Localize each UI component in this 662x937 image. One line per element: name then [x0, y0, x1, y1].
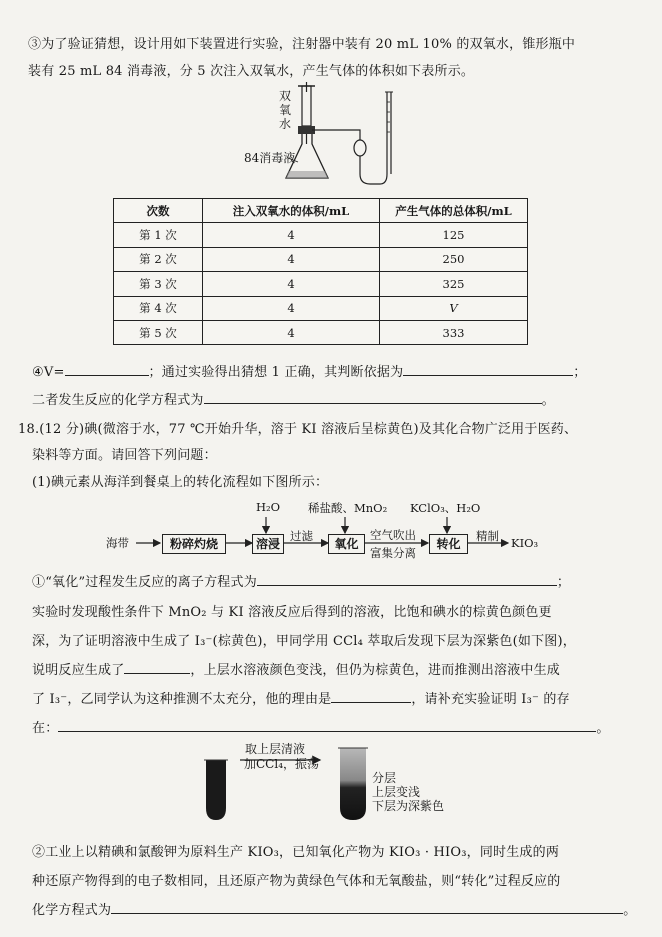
q4-line-2: [32, 389, 555, 408]
q4-line-1: [32, 361, 587, 380]
conversion-line3-end: 。: [623, 903, 637, 918]
equation-answer-blank[interactable]: [204, 390, 542, 404]
q18-line-1: 18.(12 分)碘(微溶于水，77 ℃开始升华，溶于 KI 溶液后呈棕黄色)及其化合物广泛用于医药、: [18, 422, 578, 437]
syringe-label-2: 氧: [279, 103, 292, 117]
conversion-equation-blank[interactable]: [111, 900, 623, 914]
q4-middle: ；通过实验得出猜想 1 正确，其判断依据为: [148, 365, 404, 380]
conversion-line3-text: 化学方程式为: [32, 903, 112, 918]
table-row: [114, 272, 528, 296]
table-row: [114, 247, 528, 271]
table-cell: 第 4 次: [114, 296, 203, 320]
q18-sub1: (1)碘元素从海洋到餐桌上的转化流程如下图所示：: [32, 475, 329, 490]
gas-volume-table: [113, 198, 528, 345]
reason-answer-blank[interactable]: [331, 689, 411, 703]
oxidation-q1-end: ；: [556, 575, 571, 590]
table-cell: 4: [203, 320, 380, 344]
oxidation-line-5: [32, 688, 570, 707]
q4-line2-end: 。: [541, 393, 555, 408]
flow-box-convert: 转化: [429, 534, 468, 554]
table-cell: 4: [203, 223, 380, 247]
flow-box-leach: 溶浸: [252, 534, 284, 554]
v-answer-blank[interactable]: [65, 362, 149, 376]
product-answer-blank[interactable]: [124, 660, 190, 674]
flow-refine-label: 精制: [476, 529, 499, 543]
syringe-label-3: 水: [279, 117, 292, 131]
tube-result-3: 下层为深紫色: [372, 799, 445, 813]
ionic-equation-blank[interactable]: [257, 572, 557, 586]
syringe-label-1: 双: [279, 89, 292, 103]
tube-result-2: 上层变浅: [372, 785, 421, 799]
table-cell: 325: [380, 272, 528, 296]
table-cell: 4: [203, 247, 380, 271]
intro-line-2: 装有 25 mL 84 消毒液，分 5 次注入双氧水，产生气体的体积如下表所示。: [28, 64, 475, 79]
flask-label: 84消毒液: [244, 151, 296, 165]
oxidation-line-4: [32, 659, 560, 678]
table-cell: V: [380, 296, 528, 320]
apparatus-diagram: [240, 82, 420, 192]
table-cell: 第 2 次: [114, 247, 203, 271]
flow-box2-reagent: H₂O: [256, 500, 281, 514]
table-row: [114, 223, 528, 247]
q4-line2-text: 二者发生反应的化学方程式为: [32, 393, 204, 408]
table-cell: 125: [380, 223, 528, 247]
basis-answer-blank[interactable]: [403, 362, 573, 376]
table-cell: 4: [203, 296, 380, 320]
tube-arrow-bottom-label: 加CCl₄，振荡: [244, 757, 320, 771]
oxidation-line6-end: 。: [596, 721, 610, 736]
table-row: [114, 296, 528, 320]
tube-arrow-top-label: 取上层清液: [245, 742, 306, 756]
oxidation-line6-text: 在：: [32, 721, 59, 736]
oxidation-q1-text: ①“氧化”过程发生反应的离子方程式为: [32, 575, 257, 590]
table-header: 次数: [114, 199, 203, 223]
table-header: 注入双氧水的体积/mL: [203, 199, 380, 223]
flow-box-crush: 粉碎灼烧: [162, 534, 226, 554]
oxidation-line-2: 实验时发现酸性条件下 MnO₂ 与 KI 溶液反应后得到的溶液，比饱和碘水的棕黄色颜色更: [32, 605, 552, 620]
oxidation-line5-a: 了 I₃⁻，乙同学认为这种推测不太充分，他的理由是: [32, 692, 332, 707]
table-cell: 第 3 次: [114, 272, 203, 296]
intro-line-1: ③为了验证猜想，设计用如下装置进行实验，注射器中装有 20 mL 10% 的双氧水，锥形瓶中: [28, 37, 576, 52]
oxidation-line-3: 深，为了证明溶液中生成了 I₃⁻(棕黄色)，甲同学用 CCl₄ 萃取后发现下层为深紫色(如下图)，: [32, 634, 576, 649]
flow-box3-reagent: 稀盐酸、MnO₂: [308, 501, 388, 515]
table-cell: 第 1 次: [114, 223, 203, 247]
flow-filter-label: 过滤: [290, 529, 313, 543]
flow-box-oxidize: 氧化: [328, 534, 365, 554]
conversion-line-3: [32, 899, 636, 918]
table-row: [114, 320, 528, 344]
flow-start: 海带: [106, 536, 129, 550]
q4-end: ；: [573, 365, 587, 380]
table-header: 产生气体的总体积/mL: [380, 199, 528, 223]
flow-air-blow-label: 空气吹出: [370, 528, 416, 542]
oxidation-line4-b: ，上层水溶液颜色变浅，但仍为棕黄色，进而推测出溶液中生成: [190, 663, 561, 678]
table-header-row: [114, 199, 528, 223]
experiment-answer-blank[interactable]: [58, 718, 596, 732]
flow-box4-reagent: KClO₃、H₂O: [410, 501, 481, 515]
table-cell: 333: [380, 320, 528, 344]
table-cell: 250: [380, 247, 528, 271]
oxidation-line4-a: 说明反应生成了: [32, 663, 125, 678]
table-cell: 4: [203, 272, 380, 296]
oxidation-line-6: [32, 717, 610, 736]
q4-prefix: ④V=: [32, 365, 65, 380]
tube-result-1: 分层: [372, 771, 397, 785]
flow-enrich-label: 富集分离: [370, 546, 416, 560]
flow-end: KIO₃: [511, 536, 539, 550]
oxidation-line-1: [32, 571, 570, 590]
oxidation-line5-b: ，请补充实验证明 I₃⁻ 的存: [411, 692, 570, 707]
conversion-line-2: 种还原产物得到的电子数相同，且还原产物为黄绿色气体和无氧酸盐，则“转化”过程反应的: [32, 874, 561, 889]
conversion-line-1: ②工业上以精碘和氯酸钾为原料生产 KIO₃，已知氧化产物为 KIO₃ · HIO₃，同时生成的两: [32, 845, 560, 860]
table-cell: 第 5 次: [114, 320, 203, 344]
q18-line-2: 染料等方面。请回答下列问题：: [32, 448, 217, 463]
